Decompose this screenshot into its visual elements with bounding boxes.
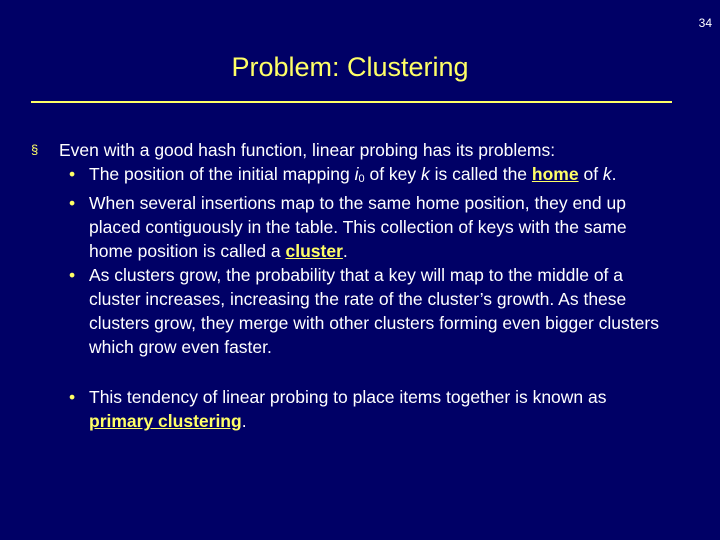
slide-number: 34 [698, 16, 712, 30]
text-run: . [342, 241, 348, 261]
term-primary-clustering: primary clustering [89, 411, 242, 431]
square-bullet-icon: § [31, 142, 39, 157]
spacer [0, 359, 720, 385]
round-bullet-icon: • [69, 164, 76, 184]
variable-k: k [602, 164, 612, 184]
variable-i: i [354, 164, 359, 184]
slide-content [0, 138, 720, 433]
round-bullet-icon: • [69, 387, 76, 407]
sub-bullet-text [89, 193, 627, 261]
round-bullet-icon: • [69, 265, 76, 285]
text-run: of [578, 164, 603, 184]
sub-bullet-text [89, 164, 617, 184]
sub-bullet-text: As clusters grow, the probability that a key will map to the middle of a cluster increases, increasing the rate of the cluster’s growth. As these clusters grow, they merge with other clusters forming even bigger clusters which grow even faster. [89, 265, 659, 357]
main-bullet [0, 138, 679, 162]
sub-bullet-text [89, 387, 607, 431]
text-run: . [241, 411, 247, 431]
text-run: of key [364, 164, 422, 184]
subscript-zero: 0 [358, 173, 365, 185]
sub-bullet-primary-clustering [0, 385, 669, 433]
sub-bullet-cluster [0, 191, 669, 263]
text-run: When several insertions map to the same home position, they end up placed contiguously in the table. This collection of keys with the same home position is called a [89, 193, 627, 261]
title-divider [31, 101, 672, 103]
variable-k: k [421, 164, 430, 184]
text-run: . [611, 164, 617, 184]
text-run: The position of the initial mapping [89, 164, 355, 184]
main-bullet-text: Even with a good hash function, linear probing has its problems: [59, 140, 556, 160]
text-run: is called the [429, 164, 532, 184]
slide-title: Problem: Clustering [231, 52, 469, 82]
term-cluster: cluster [285, 241, 343, 261]
term-home: home [531, 164, 579, 184]
sub-bullet-home [0, 162, 669, 191]
sub-bullet-growth [0, 263, 669, 359]
round-bullet-icon: • [69, 193, 76, 213]
text-run: This tendency of linear probing to place items together is known as [89, 387, 607, 407]
